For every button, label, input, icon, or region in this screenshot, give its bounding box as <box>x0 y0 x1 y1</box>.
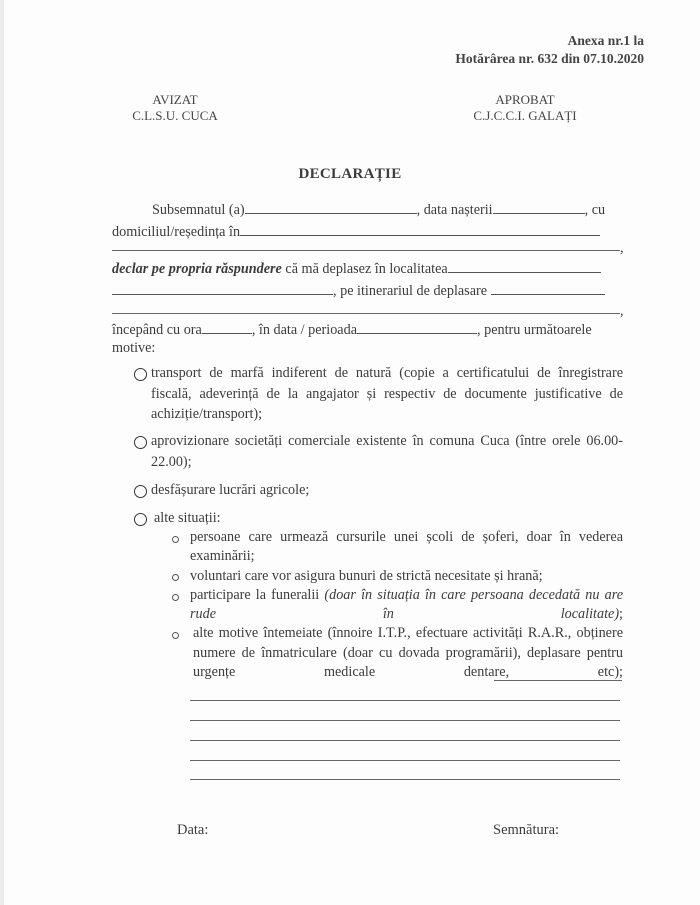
declare-text: că mă deplasez în localitatea <box>281 261 448 277</box>
document-title: DECLARAȚIE <box>298 166 402 182</box>
approval-left-title: AVIZAT <box>152 92 198 107</box>
option-other-radio[interactable] <box>134 513 147 526</box>
locality-field[interactable] <box>448 259 601 273</box>
sub-option-driving-school: persoane care urmează cursurile unei școli de șoferi, doar în vederea examinării; <box>190 529 623 564</box>
bullet-icon <box>172 594 179 601</box>
domicile-field[interactable] <box>240 222 600 236</box>
signature-label: Semnătura: <box>493 822 560 838</box>
domicile-line <box>112 222 600 241</box>
locality-continuation-field[interactable] <box>112 281 333 295</box>
other-reasons-line-3[interactable] <box>190 740 620 741</box>
domicile-label: domiciliul/reședința în <box>112 224 241 240</box>
page-edge <box>0 0 4 905</box>
date-label: Data: <box>177 822 209 838</box>
sub-option-funerals <box>190 586 623 624</box>
approval-right-body: C.J.C.C.I. GALAȚI <box>473 108 577 123</box>
comma: , <box>620 303 624 319</box>
other-reasons-line-4[interactable] <box>190 760 620 761</box>
name-field[interactable] <box>245 200 417 214</box>
funerals-text: participare la funeralii <box>190 587 325 603</box>
bullet-icon <box>172 632 179 639</box>
approval-left-body: C.L.S.U. CUCA <box>132 108 218 123</box>
funerals-condition: (doar în situația în care persoana decedată nu are rude în localitate) <box>190 587 623 622</box>
hour-field[interactable] <box>202 320 252 334</box>
option-transport-radio[interactable] <box>134 368 147 381</box>
funerals-tail: ; <box>619 606 623 622</box>
period-field[interactable] <box>357 320 477 334</box>
other-reasons-line-1[interactable] <box>190 700 620 701</box>
declare-bold-text: declar pe propria răspundere <box>112 261 282 277</box>
approval-right <box>455 92 595 124</box>
other-reasons-field[interactable] <box>494 680 622 681</box>
name-label: Subsemnatul (a) <box>152 202 245 218</box>
motive-label: motive: <box>112 340 156 356</box>
option-agriculture-radio[interactable] <box>134 485 147 498</box>
itinerary-label: , pe itinerariul de deplasare <box>333 283 488 299</box>
itinerary-field[interactable] <box>491 281 605 295</box>
itinerary-line <box>112 281 605 300</box>
option-other-label: alte situații: <box>154 510 221 526</box>
annex-reference <box>455 32 644 68</box>
bullet-icon <box>172 574 179 581</box>
approval-left <box>110 92 240 124</box>
birth-label: , data nașterii <box>416 202 493 218</box>
annex-line-2: Hotărârea nr. 632 din 07.10.2020 <box>455 51 644 66</box>
cu-label: , cu <box>584 202 606 218</box>
other-reasons-line-5[interactable] <box>190 779 620 780</box>
other-reasons-text: alte motive întemeiate (înnoire I.T.P., efectuare activități R.A.R., obținere numere de înmatriculare (doar cu dovada programării), deplasare pentru urgențe medicale dentare, etc); <box>193 625 623 680</box>
approval-right-title: APROBAT <box>495 92 555 107</box>
domicile-continuation-field[interactable] <box>112 250 620 251</box>
reasons-label: , pentru următoarele <box>477 322 592 338</box>
option-agriculture-label: desfășurare lucrări agricole; <box>151 482 310 498</box>
start-label: începând cu ora <box>112 322 202 338</box>
birth-date-field[interactable] <box>493 200 585 214</box>
option-supply-radio[interactable] <box>134 436 147 449</box>
declare-line <box>112 259 601 278</box>
sub-option-other-reasons <box>193 624 623 683</box>
annex-line-1: Anexa nr.1 la <box>567 33 644 48</box>
itinerary-continuation-field[interactable] <box>112 313 620 314</box>
date-label: , în data / perioada <box>251 322 357 338</box>
option-supply-label: aprovizionare societăți comerciale existente în comuna Cuca (între orele 06.00-22.00); <box>151 433 623 470</box>
name-line <box>152 200 605 219</box>
comma: , <box>620 240 624 256</box>
option-transport-label: transport de marfă indiferent de natură (copie a certificatului de înregistrare fiscală, adeverință de la angajator și respectiv de documente justificative de achiziție/transport); <box>151 365 623 422</box>
sub-option-volunteers: voluntari care vor asigura bunuri de strictă necesitate și hrană; <box>190 568 543 584</box>
bullet-icon <box>172 536 179 543</box>
other-reasons-line-2[interactable] <box>190 720 620 721</box>
time-line <box>112 320 592 339</box>
